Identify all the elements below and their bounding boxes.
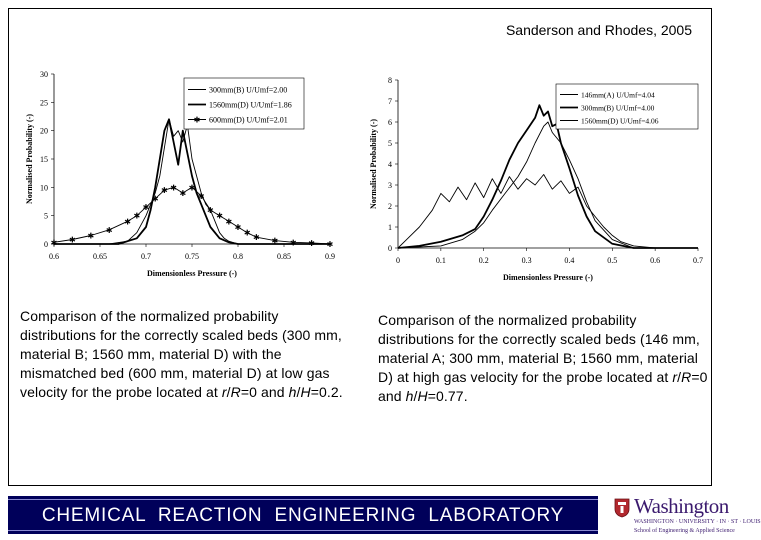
y-tick-label: 6 — [388, 118, 392, 127]
logo-school: School of Engineering & Applied Science — [634, 528, 735, 534]
y-tick-label: 10 — [40, 183, 48, 193]
logo-wordmark: Washington — [634, 494, 729, 518]
y-axis-label: Normalised Probability (-) — [369, 118, 378, 210]
x-tick-label: 0.2 — [478, 256, 489, 265]
y-tick-label: 5 — [388, 139, 392, 148]
series-marker: ✱ — [197, 191, 205, 201]
x-tick-label: 0.7 — [141, 252, 151, 261]
series-line-3 — [54, 187, 330, 244]
series-marker: ✱ — [253, 233, 260, 243]
series-marker: ✱ — [289, 238, 297, 248]
series-marker: ✱ — [326, 240, 334, 249]
left-chart — [14, 62, 354, 294]
y-tick-label: 7 — [388, 97, 392, 106]
series-marker: ✱ — [225, 217, 233, 227]
y-tick-label: 0 — [388, 244, 392, 253]
series-marker: ✱ — [271, 236, 279, 246]
series-marker: ✱ — [124, 217, 131, 227]
y-tick-label: 8 — [388, 76, 392, 85]
x-axis-label: Dimensionless Pressure (-) — [503, 273, 593, 282]
y-tick-label: 4 — [388, 160, 392, 169]
x-tick-label: 0 — [396, 256, 400, 265]
legend-label: 146mm(A) U/Umf=4.04 — [581, 90, 655, 100]
series-marker: ✱ — [207, 206, 214, 215]
series-marker: ✱ — [151, 194, 159, 204]
left-caption: Comparison of the normalized probability distributions for the correctly scaled beds (300 mm, material B; 1560 mm, material D) with the mismatched bed (600 mm, material D) at low gas velocity for the probe located at r/R=0 and h/H=0.2. — [20, 308, 343, 400]
x-tick-label: 0.4 — [564, 256, 575, 265]
x-tick-label: 0.75 — [185, 252, 199, 261]
series-marker: ✱ — [69, 235, 76, 245]
x-tick-label: 0.85 — [277, 252, 291, 261]
legend-label: 300mm(B) U/Umf=4.00 — [581, 103, 655, 113]
series-marker: ✱ — [216, 211, 223, 221]
legend-label: 1560mm(D) U/Umf=1.86 — [209, 100, 292, 110]
y-axis-label: Normalised Probability (-) — [25, 113, 34, 205]
series-marker: ✱ — [105, 225, 113, 235]
right-caption: Comparison of the normalized probability distributions for the correctly scaled beds (146 mm, material A; 300 mm, material B; 1560 mm, material D) at high gas velocity for the probe located at r/R=0 and h/H=0.77. — [378, 312, 708, 404]
x-tick-label: 0.65 — [93, 252, 107, 261]
y-tick-label: 2 — [388, 202, 392, 211]
series-marker: ✱ — [50, 238, 58, 248]
series-marker: ✱ — [234, 223, 242, 232]
series-marker: ✱ — [87, 231, 95, 241]
x-tick-label: 0.1 — [435, 256, 446, 265]
citation: Sanderson and Rhodes, 2005 — [505, 22, 692, 38]
y-tick-label: 25 — [40, 98, 48, 108]
x-tick-label: 0.3 — [521, 256, 532, 265]
legend-label: 600mm(D) U/Umf=2.01 — [209, 115, 288, 125]
x-tick-label: 0.5 — [607, 256, 618, 265]
series-marker: ✱ — [133, 211, 141, 221]
series-marker: ✱ — [243, 228, 251, 238]
y-tick-label: 1 — [388, 223, 392, 232]
series-line-3 — [398, 122, 698, 248]
x-axis-label: Dimensionless Pressure (-) — [147, 269, 237, 278]
right-chart-svg — [369, 68, 710, 292]
legend-marker: ✱ — [193, 115, 201, 125]
lab-name: CHEMICAL REACTION ENGINEERING LABORATORY — [41, 505, 565, 526]
x-tick-label: 0.6 — [650, 256, 661, 265]
x-tick-label: 0.8 — [233, 252, 243, 261]
series-marker: ✱ — [142, 203, 150, 213]
x-tick-label: 0.9 — [325, 252, 335, 261]
series-line-1 — [54, 119, 330, 244]
series-marker: ✱ — [308, 238, 315, 248]
lab-banner — [8, 496, 598, 534]
series-line-1 — [398, 175, 698, 249]
y-tick-label: 30 — [40, 70, 48, 79]
footer — [0, 490, 761, 540]
legend-label: 1560mm(D) U/Umf=4.06 — [581, 116, 659, 126]
university-logo — [612, 494, 761, 538]
series-marker: ✱ — [161, 186, 168, 196]
series-marker: ✱ — [188, 183, 196, 193]
banner-rule-top — [8, 499, 598, 500]
x-tick-label: 0.6 — [49, 252, 59, 261]
legend-label: 300mm(B) U/Umf=2.00 — [209, 85, 288, 95]
y-tick-label: 0 — [44, 240, 48, 249]
y-tick-label: 5 — [44, 211, 48, 221]
y-tick-label: 20 — [40, 126, 48, 136]
y-tick-label: 3 — [388, 181, 392, 190]
y-tick-label: 15 — [40, 155, 48, 164]
x-tick-label: 0.7 — [693, 256, 703, 265]
left-chart-svg — [14, 62, 354, 294]
logo-subtitle: WASHINGTON · UNIVERSITY · IN · ST · LOUIS — [634, 519, 761, 525]
series-line-2 — [54, 119, 330, 244]
banner-rule-bottom — [8, 530, 598, 531]
right-chart — [369, 68, 710, 292]
shield-icon — [614, 498, 630, 518]
series-marker: ✱ — [170, 183, 177, 193]
series-marker: ✱ — [179, 189, 187, 198]
